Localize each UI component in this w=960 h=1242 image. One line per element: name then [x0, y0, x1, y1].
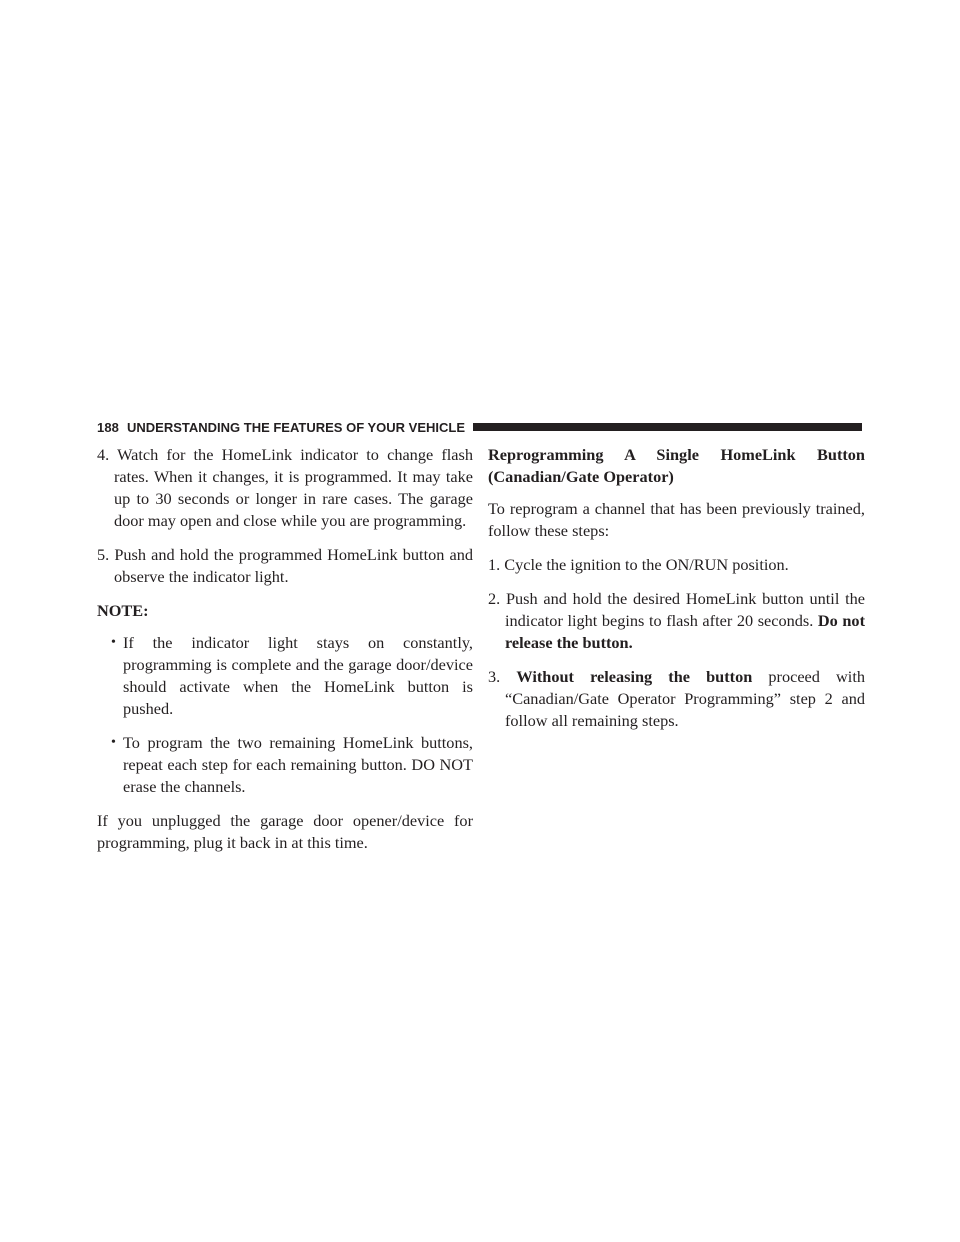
intro-paragraph: To reprogram a channel that has been previously trained, follow these steps:	[488, 499, 865, 540]
step-3-bold: Without releasing the button	[516, 667, 753, 686]
step-5: 5. Push and hold the programmed HomeLink button and observe the indicator light.	[97, 545, 473, 586]
note-label: NOTE:	[97, 601, 149, 620]
closing-paragraph: If you unplugged the garage door opener/device for programming, plug it back in at this time.	[97, 811, 473, 852]
section-title: UNDERSTANDING THE FEATURES OF YOUR VEHICLE	[127, 419, 466, 435]
step-2-warning: Do not release the button.	[505, 611, 865, 652]
right-column	[488, 444, 865, 744]
step-3	[488, 666, 865, 732]
note-list	[97, 632, 473, 798]
page-header	[97, 418, 862, 436]
step-3-text: proceed with “Canadian/Gate Operator Programming” step 2 and follow all remaining steps.	[505, 667, 865, 730]
step-2-text: 2. Push and hold the desired HomeLink button until the indicator light begins to flash after 20 seconds.	[488, 589, 865, 630]
bullet-icon: •	[111, 635, 116, 650]
note-item	[97, 732, 473, 798]
step-3-number: 3.	[488, 667, 501, 686]
step-2	[488, 588, 865, 654]
note-item-text: If the indicator light stays on constantly, programming is complete and the garage door/device should activate when the HomeLink button is pushed.	[123, 633, 473, 718]
page-number: 188	[97, 419, 119, 435]
note-item	[97, 632, 473, 720]
step-1: 1. Cycle the ignition to the ON/RUN position.	[488, 555, 789, 574]
left-column	[97, 444, 473, 866]
section-heading: Reprogramming A Single HomeLink Button (Canadian/Gate Operator)	[488, 445, 865, 486]
header-rule	[473, 423, 862, 431]
step-4: 4. Watch for the HomeLink indicator to change flash rates. When it changes, it is programmed. It may take up to 30 seconds or longer in rare cases. The garage door may open and close while you are programming.	[97, 445, 473, 530]
bullet-icon: •	[111, 735, 116, 750]
note-item-text: To program the two remaining HomeLink buttons, repeat each step for each remaining button. DO NOT erase the channels.	[123, 733, 473, 796]
